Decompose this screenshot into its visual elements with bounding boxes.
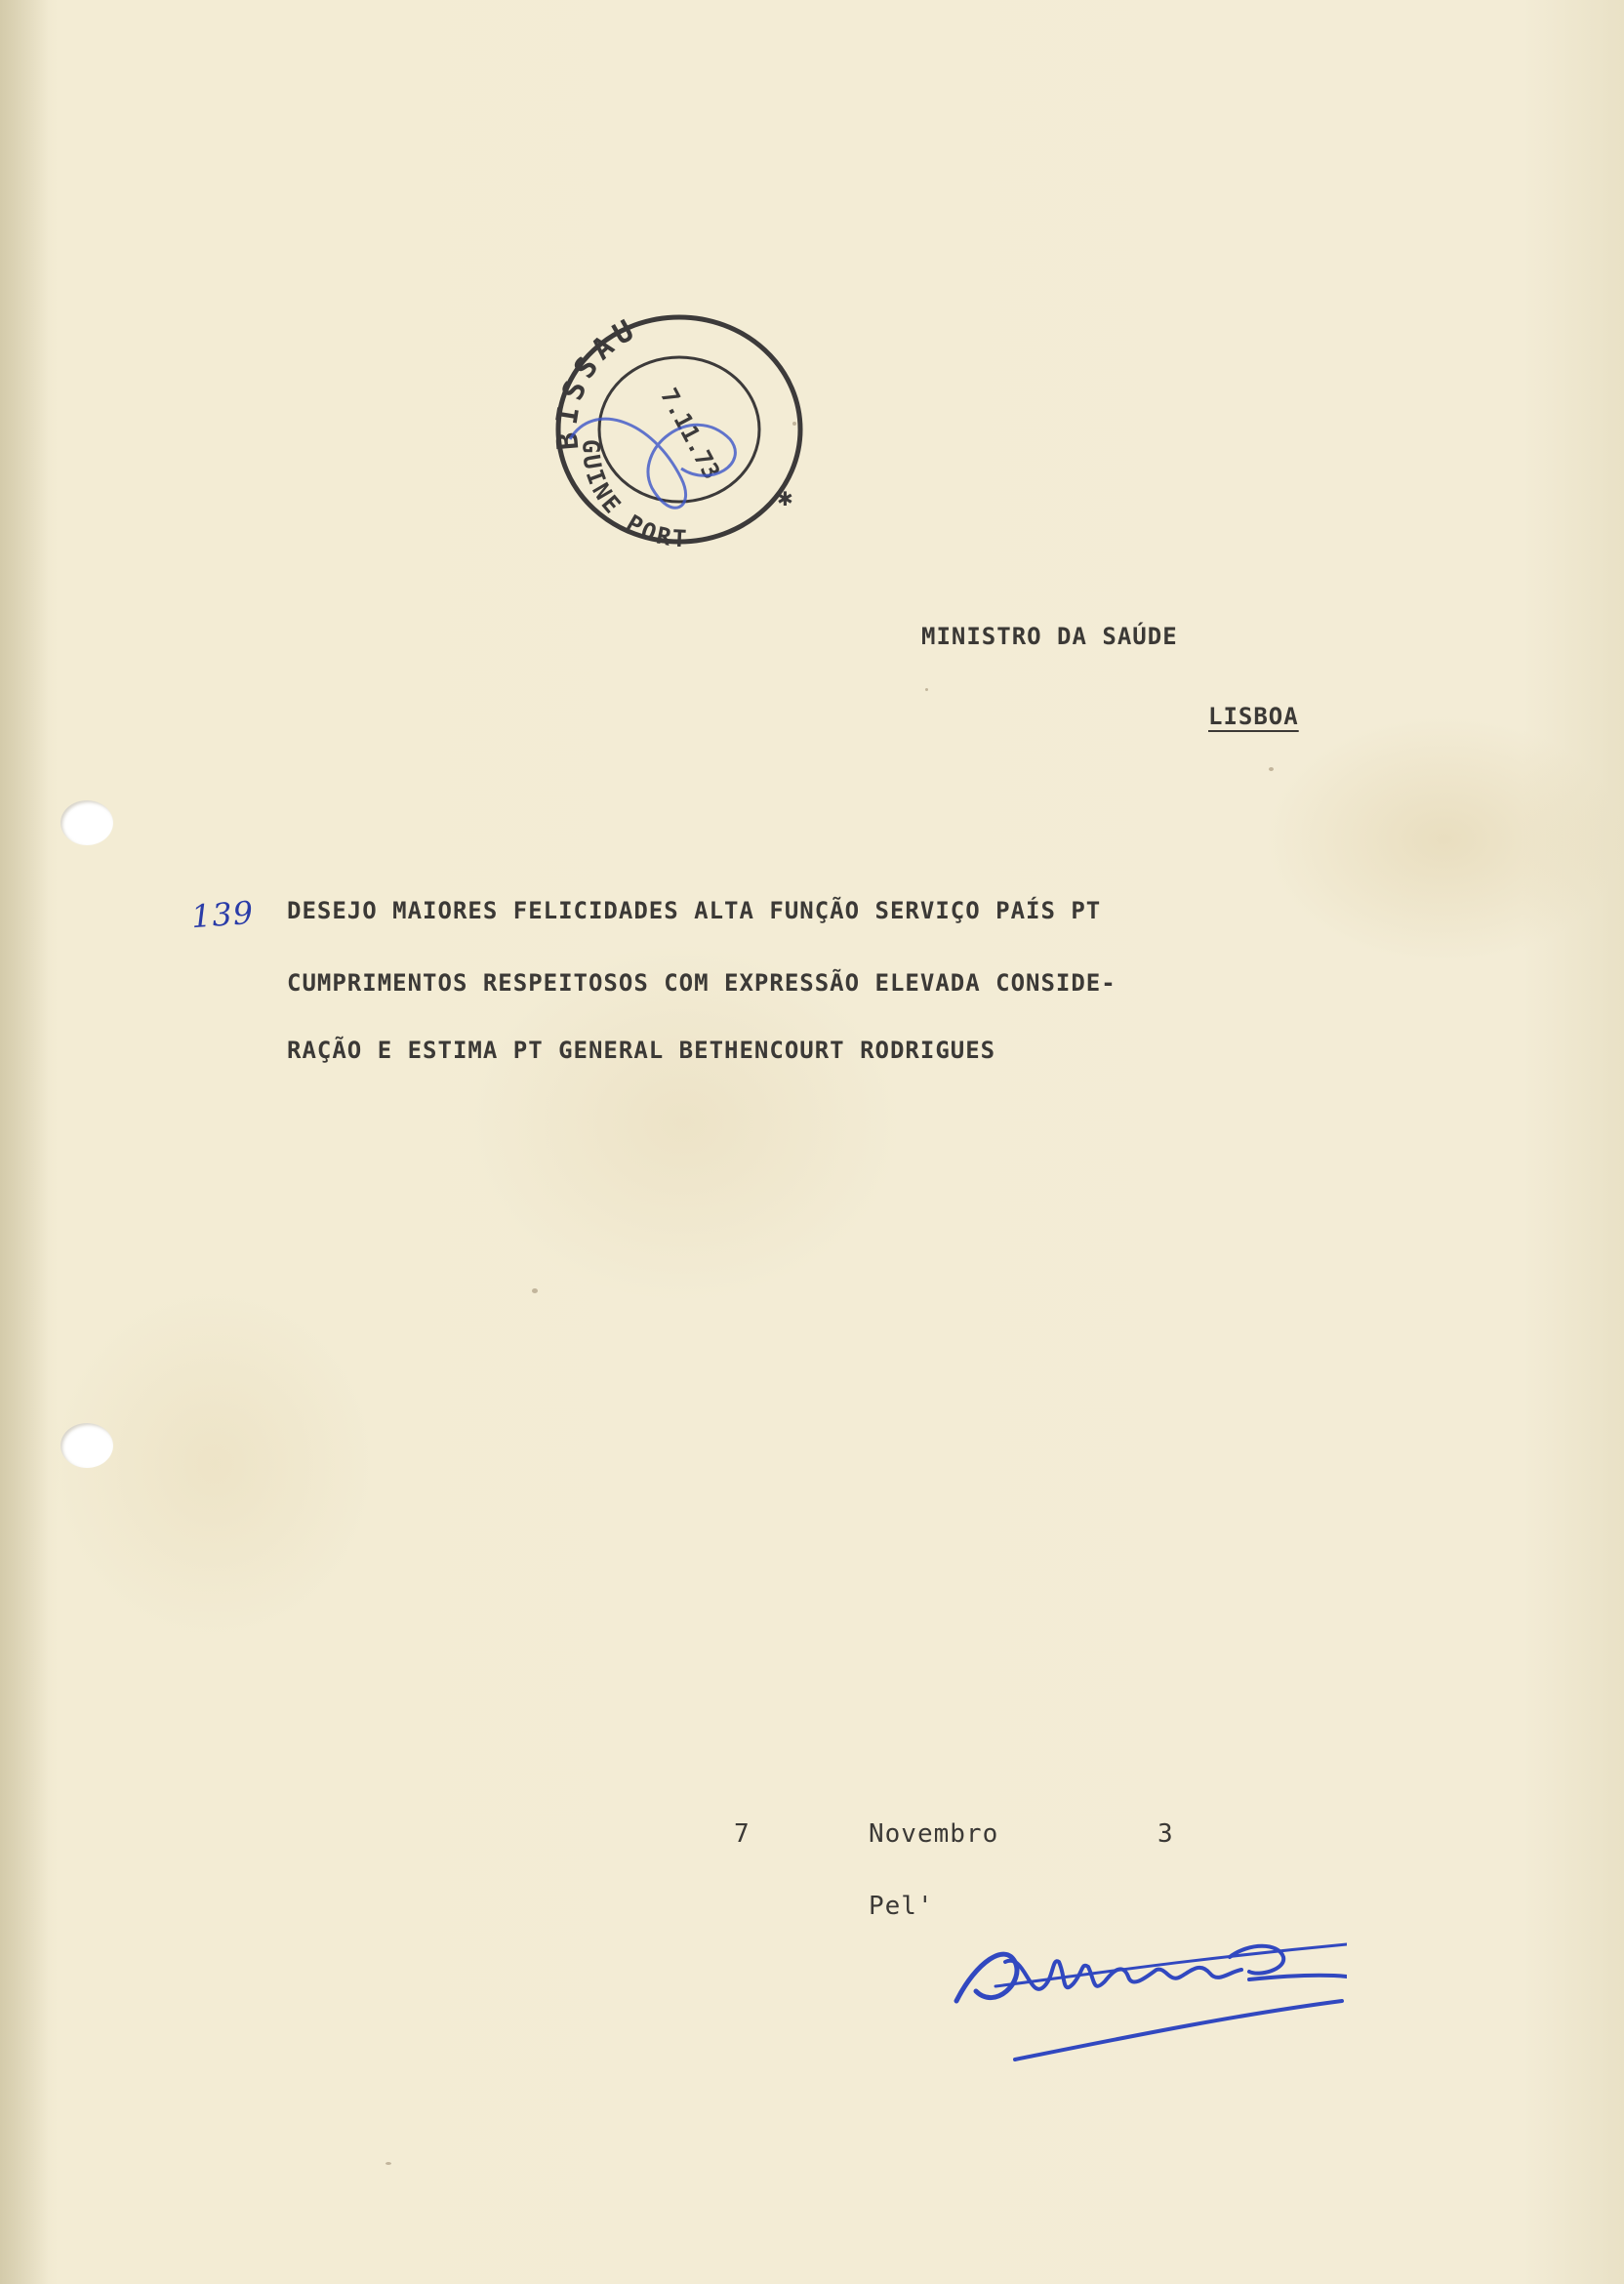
handwritten-reference-number: 139 xyxy=(189,893,256,936)
punch-hole-bottom xyxy=(61,1423,113,1468)
svg-text:GUINE PORT xyxy=(577,439,690,547)
message-line-2: CUMPRIMENTOS RESPEITOSOS COM EXPRESSÃO ELEVADA CONSIDE- xyxy=(287,969,1116,997)
stamp-ring-text: BISSAU xyxy=(549,310,645,452)
date-year: 3 xyxy=(1157,1819,1174,1849)
addressee-city: LISBOA xyxy=(1208,703,1299,730)
svg-text:BISSAU xyxy=(549,311,644,452)
paper-speck xyxy=(1269,767,1274,771)
by-label: Pel' xyxy=(869,1892,934,1921)
postal-stamp xyxy=(535,293,818,547)
date-month: Novembro xyxy=(869,1819,999,1849)
stamp-star-icon: ✱ xyxy=(777,487,793,510)
paper-edge-shadow xyxy=(0,0,49,2284)
handwritten-signature xyxy=(937,1923,1347,2069)
stamp-lower-text: GUINE PORT xyxy=(577,438,690,547)
punch-hole-top xyxy=(61,800,113,845)
date-day: 7 xyxy=(734,1819,751,1849)
addressee-title: MINISTRO DA SAÚDE xyxy=(921,623,1178,650)
message-line-3: RAÇÃO E ESTIMA PT GENERAL BETHENCOURT RODRIGUES xyxy=(287,1037,996,1064)
stamp-date: 7.11.73 xyxy=(654,384,726,484)
paper-speck xyxy=(925,688,928,691)
message-line-1: DESEJO MAIORES FELICIDADES ALTA FUNÇÃO SERVIÇO PAÍS PT xyxy=(287,897,1102,924)
paper-speck xyxy=(386,2162,391,2165)
paper-speck xyxy=(532,1288,538,1293)
